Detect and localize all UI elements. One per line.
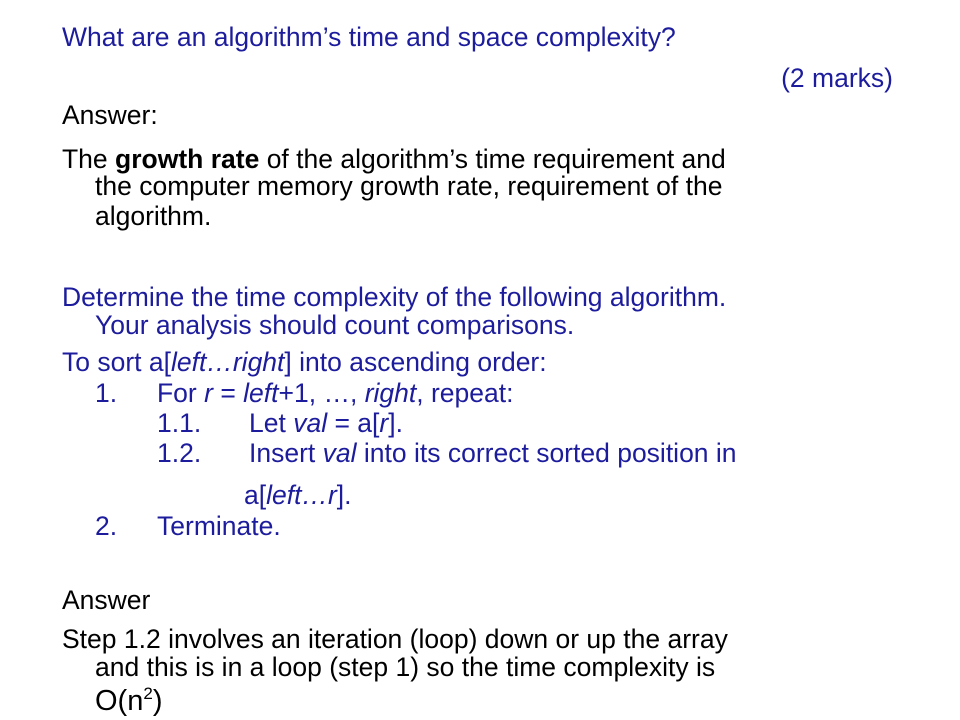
- answer-1-line-3: algorithm.: [95, 201, 212, 231]
- answer-1-line-2: the computer memory growth rate, requirement of the: [95, 171, 723, 201]
- answer-2-line-1: Step 1.2 involves an iteration (loop) down or up the array: [62, 624, 728, 654]
- algorithm-step-1-2-continued: a[left…r].: [244, 480, 352, 510]
- answer-1-label: Answer:: [62, 100, 158, 130]
- complexity-answer: $O(n^2)$: [95, 684, 163, 717]
- question-2-line-2: Your analysis should count comparisons.: [95, 310, 575, 340]
- question-2-line-1: Determine the time complexity of the following algorithm.: [62, 282, 727, 312]
- answer-2-line-2: and this is in a loop (step 1) so the time complexity is: [95, 652, 716, 682]
- algorithm-step-1: 1. For r = left+1, …, right, repeat:: [95, 378, 514, 408]
- growth-rate-term: growth rate: [115, 144, 260, 174]
- algorithm-step-2: 2. Terminate.: [95, 511, 281, 541]
- marks-label: (2 marks): [781, 63, 893, 93]
- answer-2-label: Answer: [62, 585, 151, 615]
- algorithm-step-1-1: 1.1. Let val = a[r].: [157, 408, 403, 438]
- algorithm-intro: To sort a[left…right] into ascending order:: [62, 347, 547, 377]
- answer-1-line-1: The growth rate of the algorithm’s time requirement and: [62, 144, 726, 174]
- algorithm-step-1-2: 1.2. Insert val into its correct sorted position in: [157, 438, 737, 468]
- question-1: What are an algorithm’s time and space complexity?: [62, 22, 676, 52]
